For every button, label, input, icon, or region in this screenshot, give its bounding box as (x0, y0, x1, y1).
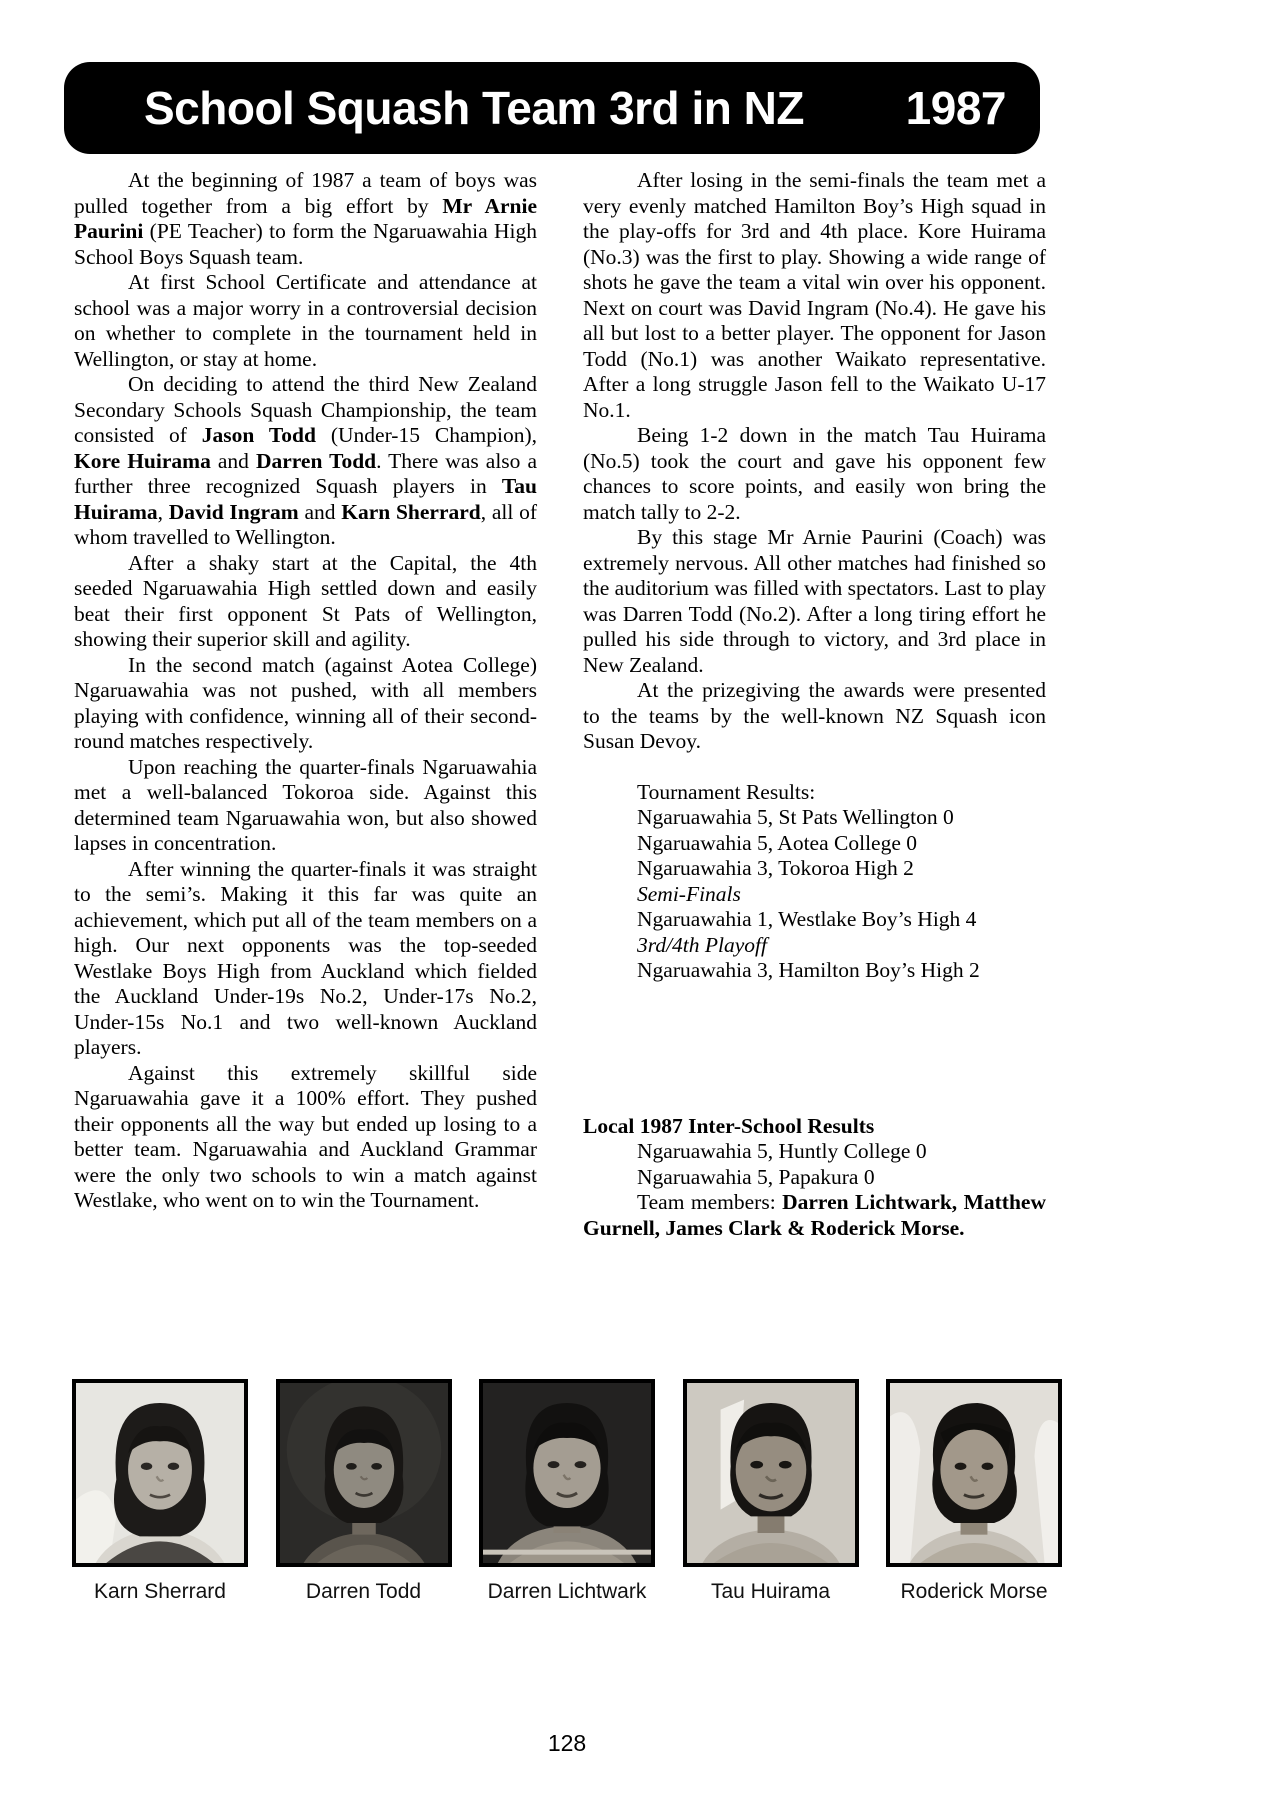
tournament-results (583, 780, 1046, 984)
text-segment: After winning the quarter-finals it was straight to the semi’s. Making it this far was quite an achievement, which put all of the team members on a high. Our next opponents was the top-seeded Westlake Boys High from Auckland which fielded the Auckland Under-19s No.2, Under-17s No.2, Under-15s No.1 and two well-known Auckland players. (74, 856, 537, 1059)
portrait-photo-graphic (280, 1383, 448, 1563)
paragraph (74, 653, 537, 755)
text-segment: , all of whom travelled to Wellington. (74, 499, 538, 549)
photo-caption: Darren Lichtwark (487, 1580, 647, 1603)
paragraph (74, 270, 537, 372)
portrait-photo (479, 1379, 655, 1567)
portrait-photo (683, 1379, 859, 1567)
team-members-paragraph (583, 1190, 1046, 1241)
photo-card-roderick-morse (886, 1379, 1062, 1604)
photo-card-darren-lichtwark (479, 1379, 655, 1604)
text-segment: Darren Todd (255, 448, 377, 473)
text-segment: (Under-15 Champion), (315, 423, 537, 447)
text-segment: Karn Sherrard (341, 499, 481, 524)
text-segment: David Ingram (168, 499, 299, 524)
text-segment: In the second match (against Aotea College) Ngaruawahia was not pushed, with all members playing with confidence, winning all of their second-round matches respectively. (74, 652, 537, 753)
photo-caption: Darren Todd (305, 1580, 422, 1603)
text-segment: Tau Huirama (74, 474, 537, 524)
result-line: Semi-Finals (637, 881, 741, 906)
text-segment: Upon reaching the quarter-finals Ngaruawahia met a well-balanced Tokoroa side. Against this determined team Ngaruawahia won, but also showed lapses in concentration. (74, 754, 537, 855)
photo-card-darren-todd (276, 1379, 452, 1604)
result-line: Tournament Results: (637, 779, 816, 804)
result-line: Ngaruawahia 5, Aotea College 0 (637, 830, 918, 855)
result-line: Ngaruawahia 1, Westlake Boy’s High 4 (637, 907, 977, 931)
paragraph (74, 1061, 537, 1214)
portrait-photo-graphic (76, 1383, 244, 1563)
portrait-photo-graphic (687, 1383, 855, 1563)
paragraph (74, 168, 537, 270)
paragraph (74, 551, 537, 653)
result-line: Ngaruawahia 3, Tokoroa High 2 (637, 856, 914, 880)
text-segment: Being 1-2 down in the match Tau Huirama (No.5) took the court and gave his opponent few chances to score points, and easily won bring the match tally to 2-2. (583, 423, 1046, 524)
text-segment: At the prizegiving the awards were presented to the teams by the well-known NZ Squash icon Susan Devoy. (583, 678, 1046, 753)
text-segment: Team members: (637, 1190, 783, 1214)
text-segment: and (298, 499, 342, 524)
text-segment: By this stage Mr Arnie Paurini (Coach) was extremely nervous. All other matches had finished so the auditorium was filled with spectators. Last to play was Darren Todd (No.2). After a long tiring effort he pulled his side through to victory, and 3rd place in New Zealand. (583, 525, 1046, 677)
photo-strip (72, 1379, 1062, 1604)
portrait-photo (72, 1379, 248, 1567)
page-title: School Squash Team 3rd in NZ (144, 82, 804, 134)
paragraph (583, 168, 1046, 423)
text-segment: Jason Todd (201, 423, 316, 447)
text-segment: . There was also a further three recognized Squash players in (74, 448, 537, 498)
portrait-photo-graphic (483, 1383, 651, 1563)
paragraph (74, 857, 537, 1061)
text-segment: At first School Certificate and attendance at school was a major worry in a controversial decision on whether to complete in the tournament held in Wellington, or stay at home. (74, 270, 537, 371)
portrait-photo (886, 1379, 1062, 1567)
text-segment: After a shaky start at the Capital, the 4th seeded Ngaruawahia High settled down and easily beat their first opponent St Pats of Wellington, showing their superior skill and agility. (74, 550, 537, 651)
local-results-section (583, 1114, 1046, 1242)
left-column (74, 168, 537, 1214)
text-segment: , (157, 499, 169, 524)
portrait-photo (276, 1379, 452, 1567)
text-segment: At the beginning of 1987 a team of boys was pulled together from a big effort by (74, 168, 537, 218)
paragraph (583, 678, 1046, 755)
photo-caption: Roderick Morse (900, 1580, 1048, 1603)
text-segment: and (210, 448, 256, 473)
photo-card-tau-huirama (683, 1379, 859, 1604)
paragraph (583, 525, 1046, 678)
paragraph (74, 755, 537, 857)
paragraph (74, 372, 537, 551)
text-segment: Darren Lichtwark, Matthew Gurnell, James Clark & Roderick Morse. (583, 1190, 1046, 1240)
text-segment: Kore Huirama (74, 448, 211, 473)
right-column (583, 168, 1046, 1241)
local-results-lines (583, 1139, 1046, 1190)
local-results-header: Local 1987 Inter-School Results (583, 1113, 875, 1138)
photo-caption: Karn Sherrard (94, 1580, 226, 1603)
result-line: Ngaruawahia 3, Hamilton Boy’s High 2 (637, 958, 980, 982)
portrait-photo-graphic (890, 1383, 1058, 1563)
result-line: Ngaruawahia 5, Papakura 0 (637, 1164, 875, 1189)
text-segment: Against this extremely skillful side Ngaruawahia gave it a 100% effort. They pushed their opponents all the way but ended up losing to a better team. Ngaruawahia and Auckland Grammar were the only two schools to win a match against Westlake, who went on to win the Tournament. (74, 1060, 537, 1212)
text-segment: Mr Arnie Paurini (74, 193, 537, 243)
photo-caption: Tau Huirama (710, 1580, 831, 1603)
photo-card-karn-sherrard (72, 1379, 248, 1604)
text-segment: On deciding to attend the third New Zealand Secondary Schools Squash Championship, the team consisted of (74, 372, 537, 447)
page-number: 128 (547, 1730, 587, 1756)
paragraph (583, 423, 1046, 525)
result-line: 3rd/4th Playoff (637, 932, 767, 957)
text-segment: After losing in the semi-finals the team met a very evenly matched Hamilton Boy’s High squad in the play-offs for 3rd and 4th place. Kore Huirama (No.3) was the first to play. Showing a wide range of shots he gave the team a vital win over his opponent. Next on court was David Ingram (No.4). He gave his all but lost to a better player. The opponent for Jason Todd (No.1) was another Waikato representative. After a long struggle Jason fell to the Waikato U-17 No.1. (583, 168, 1046, 422)
result-line: Ngaruawahia 5, Huntly College 0 (637, 1139, 927, 1163)
title-banner (64, 62, 1040, 154)
text-segment: (PE Teacher) to form the Ngaruawahia High School Boys Squash team. (74, 219, 537, 269)
page-title-year: 1987 (905, 82, 1006, 134)
result-line: Ngaruawahia 5, St Pats Wellington 0 (637, 805, 954, 829)
